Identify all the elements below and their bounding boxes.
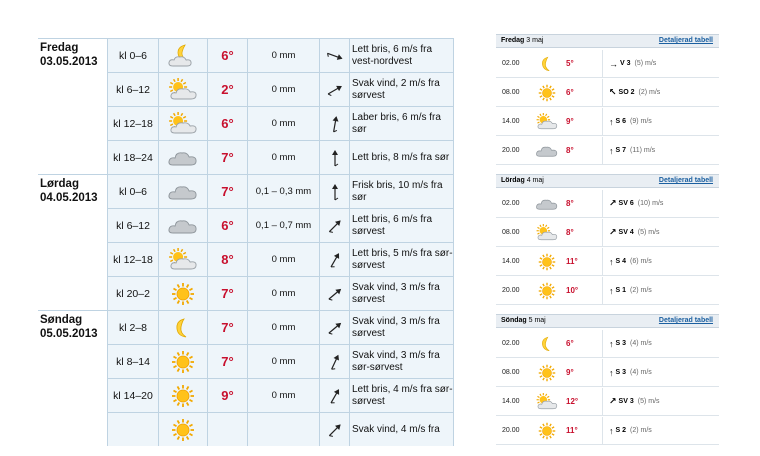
period-cell: kl 20–2	[107, 276, 158, 310]
precipitation: 0 mm	[247, 106, 319, 140]
wind-description: Laber bris, 6 m/s fra sør	[349, 106, 454, 140]
temperature: 8°	[207, 242, 247, 276]
forecast-row	[38, 344, 454, 378]
wind-cell	[602, 79, 719, 106]
day-column	[38, 378, 107, 412]
period-cell: kl 12–18	[107, 106, 158, 140]
detailed-table-link[interactable]: Detaljerad tabell	[658, 37, 713, 44]
forecast-row	[496, 359, 719, 387]
sun-icon	[532, 282, 562, 300]
precipitation: 0 mm	[247, 310, 319, 344]
day-date: 3 maj	[526, 37, 544, 44]
forecast-table-swedish	[496, 34, 719, 436]
day-column	[38, 38, 107, 72]
wind-value: S 6	[615, 118, 627, 125]
day-column	[38, 412, 107, 446]
time: 02.00	[502, 60, 520, 67]
temperature: 6°	[207, 208, 247, 242]
wind-gust: (6) m/s	[630, 258, 652, 265]
temperature: 12°	[566, 397, 579, 406]
wind-gust: (5) m/s	[637, 398, 660, 405]
day-column	[38, 174, 107, 208]
wind-value: V 3	[620, 60, 631, 67]
forecast-row	[496, 388, 719, 416]
wind-arrow-icon	[319, 378, 349, 412]
forecast-row	[496, 330, 719, 358]
wind-gust: (9) m/s	[630, 118, 652, 125]
wind-gust: (2) m/s	[630, 287, 652, 294]
cloud-icon	[532, 142, 562, 160]
temperature: 8°	[566, 228, 574, 237]
moon-icon	[158, 310, 207, 344]
wind-gust: (5) m/s	[634, 60, 657, 67]
wind-cell	[602, 330, 719, 357]
wind-direction-icon: ↑	[609, 285, 614, 296]
precipitation: 0 mm	[247, 72, 319, 106]
wind-direction-icon: ↑	[609, 256, 614, 267]
wind-cell	[602, 108, 719, 135]
precipitation: 0 mm	[247, 242, 319, 276]
wind-value: S 2	[615, 427, 627, 434]
wind-arrow-icon	[319, 106, 349, 140]
time: 08.00	[502, 369, 520, 376]
precipitation	[247, 412, 319, 446]
period-cell: kl 14–20	[107, 378, 158, 412]
temperature: 9°	[566, 368, 574, 377]
wind-gust: (2) m/s	[630, 427, 652, 434]
forecast-row	[38, 378, 454, 412]
wind-arrow-icon	[319, 174, 349, 208]
moon-cloud-icon	[158, 38, 207, 72]
wind-value: S 1	[615, 287, 627, 294]
sun-cloud-icon	[532, 113, 562, 131]
time: 08.00	[502, 229, 520, 236]
temperature: 7°	[207, 174, 247, 208]
day-header	[496, 34, 719, 48]
wind-gust: (5) m/s	[637, 229, 660, 236]
time: 08.00	[502, 89, 520, 96]
time: 14.00	[502, 118, 520, 125]
wind-cell	[602, 248, 719, 275]
temperature: 11°	[566, 257, 578, 266]
day-name: Lørdag	[40, 178, 79, 190]
wind-description: Frisk bris, 10 m/s fra sør	[349, 174, 454, 208]
day-column	[38, 208, 107, 242]
wind-cell	[602, 359, 719, 386]
forecast-row	[38, 140, 454, 174]
temperature: 6°	[566, 339, 574, 348]
period-cell: kl 6–12	[107, 72, 158, 106]
wind-cell	[602, 277, 719, 304]
day-column	[38, 276, 107, 310]
wind-cell	[602, 137, 719, 164]
sun-icon	[158, 378, 207, 412]
forecast-row	[496, 50, 719, 78]
precipitation: 0 mm	[247, 38, 319, 72]
precipitation: 0,1 – 0,3 mm	[247, 174, 319, 208]
wind-arrow-icon	[319, 276, 349, 310]
detailed-table-link[interactable]: Detaljerad tabell	[658, 177, 713, 184]
day-divider	[38, 310, 107, 311]
time: 02.00	[502, 200, 520, 207]
forecast-row	[496, 79, 719, 107]
temperature: 6°	[566, 88, 574, 97]
time: 14.00	[502, 398, 520, 405]
forecast-row	[38, 276, 454, 310]
wind-description: Svak vind, 3 m/s fra sørvest	[349, 310, 454, 344]
day-name: Lördag	[501, 177, 525, 184]
wind-gust: (4) m/s	[630, 369, 652, 376]
day-date: 04.05.2013	[40, 192, 98, 204]
wind-value: S 3	[615, 340, 627, 347]
wind-value: S 4	[615, 258, 627, 265]
day-name: Söndag	[501, 317, 527, 324]
precipitation: 0,1 – 0,7 mm	[247, 208, 319, 242]
wind-value: SV 4	[618, 229, 634, 236]
moon-icon	[532, 335, 562, 353]
precipitation: 0 mm	[247, 140, 319, 174]
period-cell: kl 0–6	[107, 38, 158, 72]
temperature: 9°	[207, 378, 247, 412]
wind-direction-icon: ↑	[609, 425, 614, 436]
wind-direction-icon: ↑	[609, 145, 614, 156]
day-header	[496, 314, 719, 328]
day-divider	[38, 38, 107, 39]
wind-arrow-icon	[319, 38, 349, 72]
forecast-row	[496, 248, 719, 276]
time: 02.00	[502, 340, 520, 347]
temperature: 6°	[207, 106, 247, 140]
time: 20.00	[502, 427, 520, 434]
wind-arrow-icon	[319, 344, 349, 378]
wind-value: SV 3	[618, 398, 634, 405]
wind-direction-icon: →	[609, 58, 618, 69]
day-name: Fredag	[40, 42, 79, 54]
day-date: 05.05.2013	[40, 328, 98, 340]
wind-direction-icon: ↗	[609, 396, 617, 406]
temperature: 7°	[207, 310, 247, 344]
period-cell: kl 8–14	[107, 344, 158, 378]
wind-description: Lett bris, 8 m/s fra sør	[349, 140, 454, 174]
temperature: 7°	[207, 276, 247, 310]
sun-icon	[532, 253, 562, 271]
temperature	[207, 412, 247, 446]
forecast-row	[38, 310, 454, 344]
day-date: 03.05.2013	[40, 56, 98, 68]
day-column	[38, 72, 107, 106]
sun-icon	[158, 344, 207, 378]
wind-direction-icon: ↑	[609, 116, 614, 127]
day-column	[38, 310, 107, 344]
day-column	[38, 344, 107, 378]
forecast-row	[38, 242, 454, 276]
day-divider	[38, 174, 107, 175]
wind-arrow-icon	[319, 412, 349, 446]
sun-cloud-icon	[532, 393, 562, 411]
cloud-icon	[532, 195, 562, 213]
wind-description: Svak vind, 4 m/s fra	[349, 412, 454, 446]
wind-gust: (4) m/s	[630, 340, 652, 347]
wind-description: Lett bris, 6 m/s fra vest-nordvest	[349, 38, 454, 72]
precipitation: 0 mm	[247, 276, 319, 310]
day-column	[38, 242, 107, 276]
precipitation: 0 mm	[247, 344, 319, 378]
wind-direction-icon: ↑	[609, 367, 614, 378]
wind-gust: (10) m/s	[637, 200, 664, 207]
temperature: 8°	[566, 199, 574, 208]
sun-cloud-icon	[158, 242, 207, 276]
wind-description: Svak vind, 2 m/s fra sørvest	[349, 72, 454, 106]
temperature: 9°	[566, 117, 574, 126]
sun-cloud-icon	[158, 72, 207, 106]
period-cell	[107, 412, 158, 446]
temperature: 7°	[207, 344, 247, 378]
forecast-row	[496, 219, 719, 247]
sun-icon	[532, 422, 562, 440]
wind-value: SV 6	[618, 200, 634, 207]
forecast-row	[38, 412, 454, 446]
period-cell: kl 0–6	[107, 174, 158, 208]
time: 20.00	[502, 147, 520, 154]
day-date: 5 maj	[528, 317, 546, 324]
sun-icon	[532, 84, 562, 102]
period-cell: kl 6–12	[107, 208, 158, 242]
wind-cell	[602, 388, 719, 415]
wind-arrow-icon	[319, 310, 349, 344]
forecast-table-norwegian	[38, 38, 454, 435]
wind-cell	[602, 219, 719, 246]
day-name: Fredag	[501, 37, 525, 44]
wind-arrow-icon	[319, 140, 349, 174]
wind-gust: (2) m/s	[638, 89, 661, 96]
wind-direction-icon: ↖	[609, 87, 617, 97]
day-date: 4 maj	[526, 177, 544, 184]
forecast-row	[38, 38, 454, 72]
day-column	[38, 106, 107, 140]
wind-direction-icon: ↗	[609, 227, 617, 237]
period-cell: kl 12–18	[107, 242, 158, 276]
sun-icon	[532, 364, 562, 382]
wind-cell	[602, 190, 719, 217]
cloud-icon	[158, 208, 207, 242]
period-cell: kl 2–8	[107, 310, 158, 344]
temperature: 7°	[207, 140, 247, 174]
forecast-row	[38, 106, 454, 140]
forecast-row	[38, 208, 454, 242]
day-name: Søndag	[40, 314, 83, 326]
temperature: 11°	[566, 426, 578, 435]
wind-description: Lett bris, 6 m/s fra sørvest	[349, 208, 454, 242]
wind-description: Lett bris, 4 m/s fra sør-sørvest	[349, 378, 454, 412]
sun-cloud-icon	[158, 106, 207, 140]
sun-cloud-icon	[532, 224, 562, 242]
forecast-row	[38, 174, 454, 208]
wind-cell	[602, 50, 719, 77]
sun-icon	[158, 276, 207, 310]
wind-cell	[602, 417, 719, 444]
temperature: 8°	[566, 146, 574, 155]
cloud-icon	[158, 140, 207, 174]
wind-value: SO 2	[618, 89, 635, 96]
wind-value: S 7	[615, 147, 627, 154]
day-column	[38, 140, 107, 174]
detailed-table-link[interactable]: Detaljerad tabell	[658, 317, 713, 324]
wind-direction-icon: ↑	[609, 338, 614, 349]
time: 20.00	[502, 287, 520, 294]
sun-icon	[158, 412, 207, 446]
day-header	[496, 174, 719, 188]
time: 14.00	[502, 258, 520, 265]
wind-arrow-icon	[319, 242, 349, 276]
wind-arrow-icon	[319, 208, 349, 242]
forecast-row	[38, 72, 454, 106]
cloud-icon	[158, 174, 207, 208]
wind-value: S 3	[615, 369, 627, 376]
temperature: 2°	[207, 72, 247, 106]
precipitation: 0 mm	[247, 378, 319, 412]
forecast-row	[496, 108, 719, 136]
wind-arrow-icon	[319, 72, 349, 106]
forecast-row	[496, 137, 719, 165]
temperature: 6°	[207, 38, 247, 72]
wind-gust: (11) m/s	[630, 147, 656, 154]
wind-description: Svak vind, 3 m/s fra sør-sørvest	[349, 344, 454, 378]
wind-direction-icon: ↗	[609, 198, 617, 208]
forecast-row	[496, 417, 719, 445]
wind-description: Svak vind, 3 m/s fra sørvest	[349, 276, 454, 310]
period-cell: kl 18–24	[107, 140, 158, 174]
wind-description: Lett bris, 5 m/s fra sør-sørvest	[349, 242, 454, 276]
forecast-row	[496, 190, 719, 218]
temperature: 10°	[566, 286, 579, 295]
temperature: 5°	[566, 59, 574, 68]
moon-icon	[532, 55, 562, 73]
forecast-row	[496, 277, 719, 305]
